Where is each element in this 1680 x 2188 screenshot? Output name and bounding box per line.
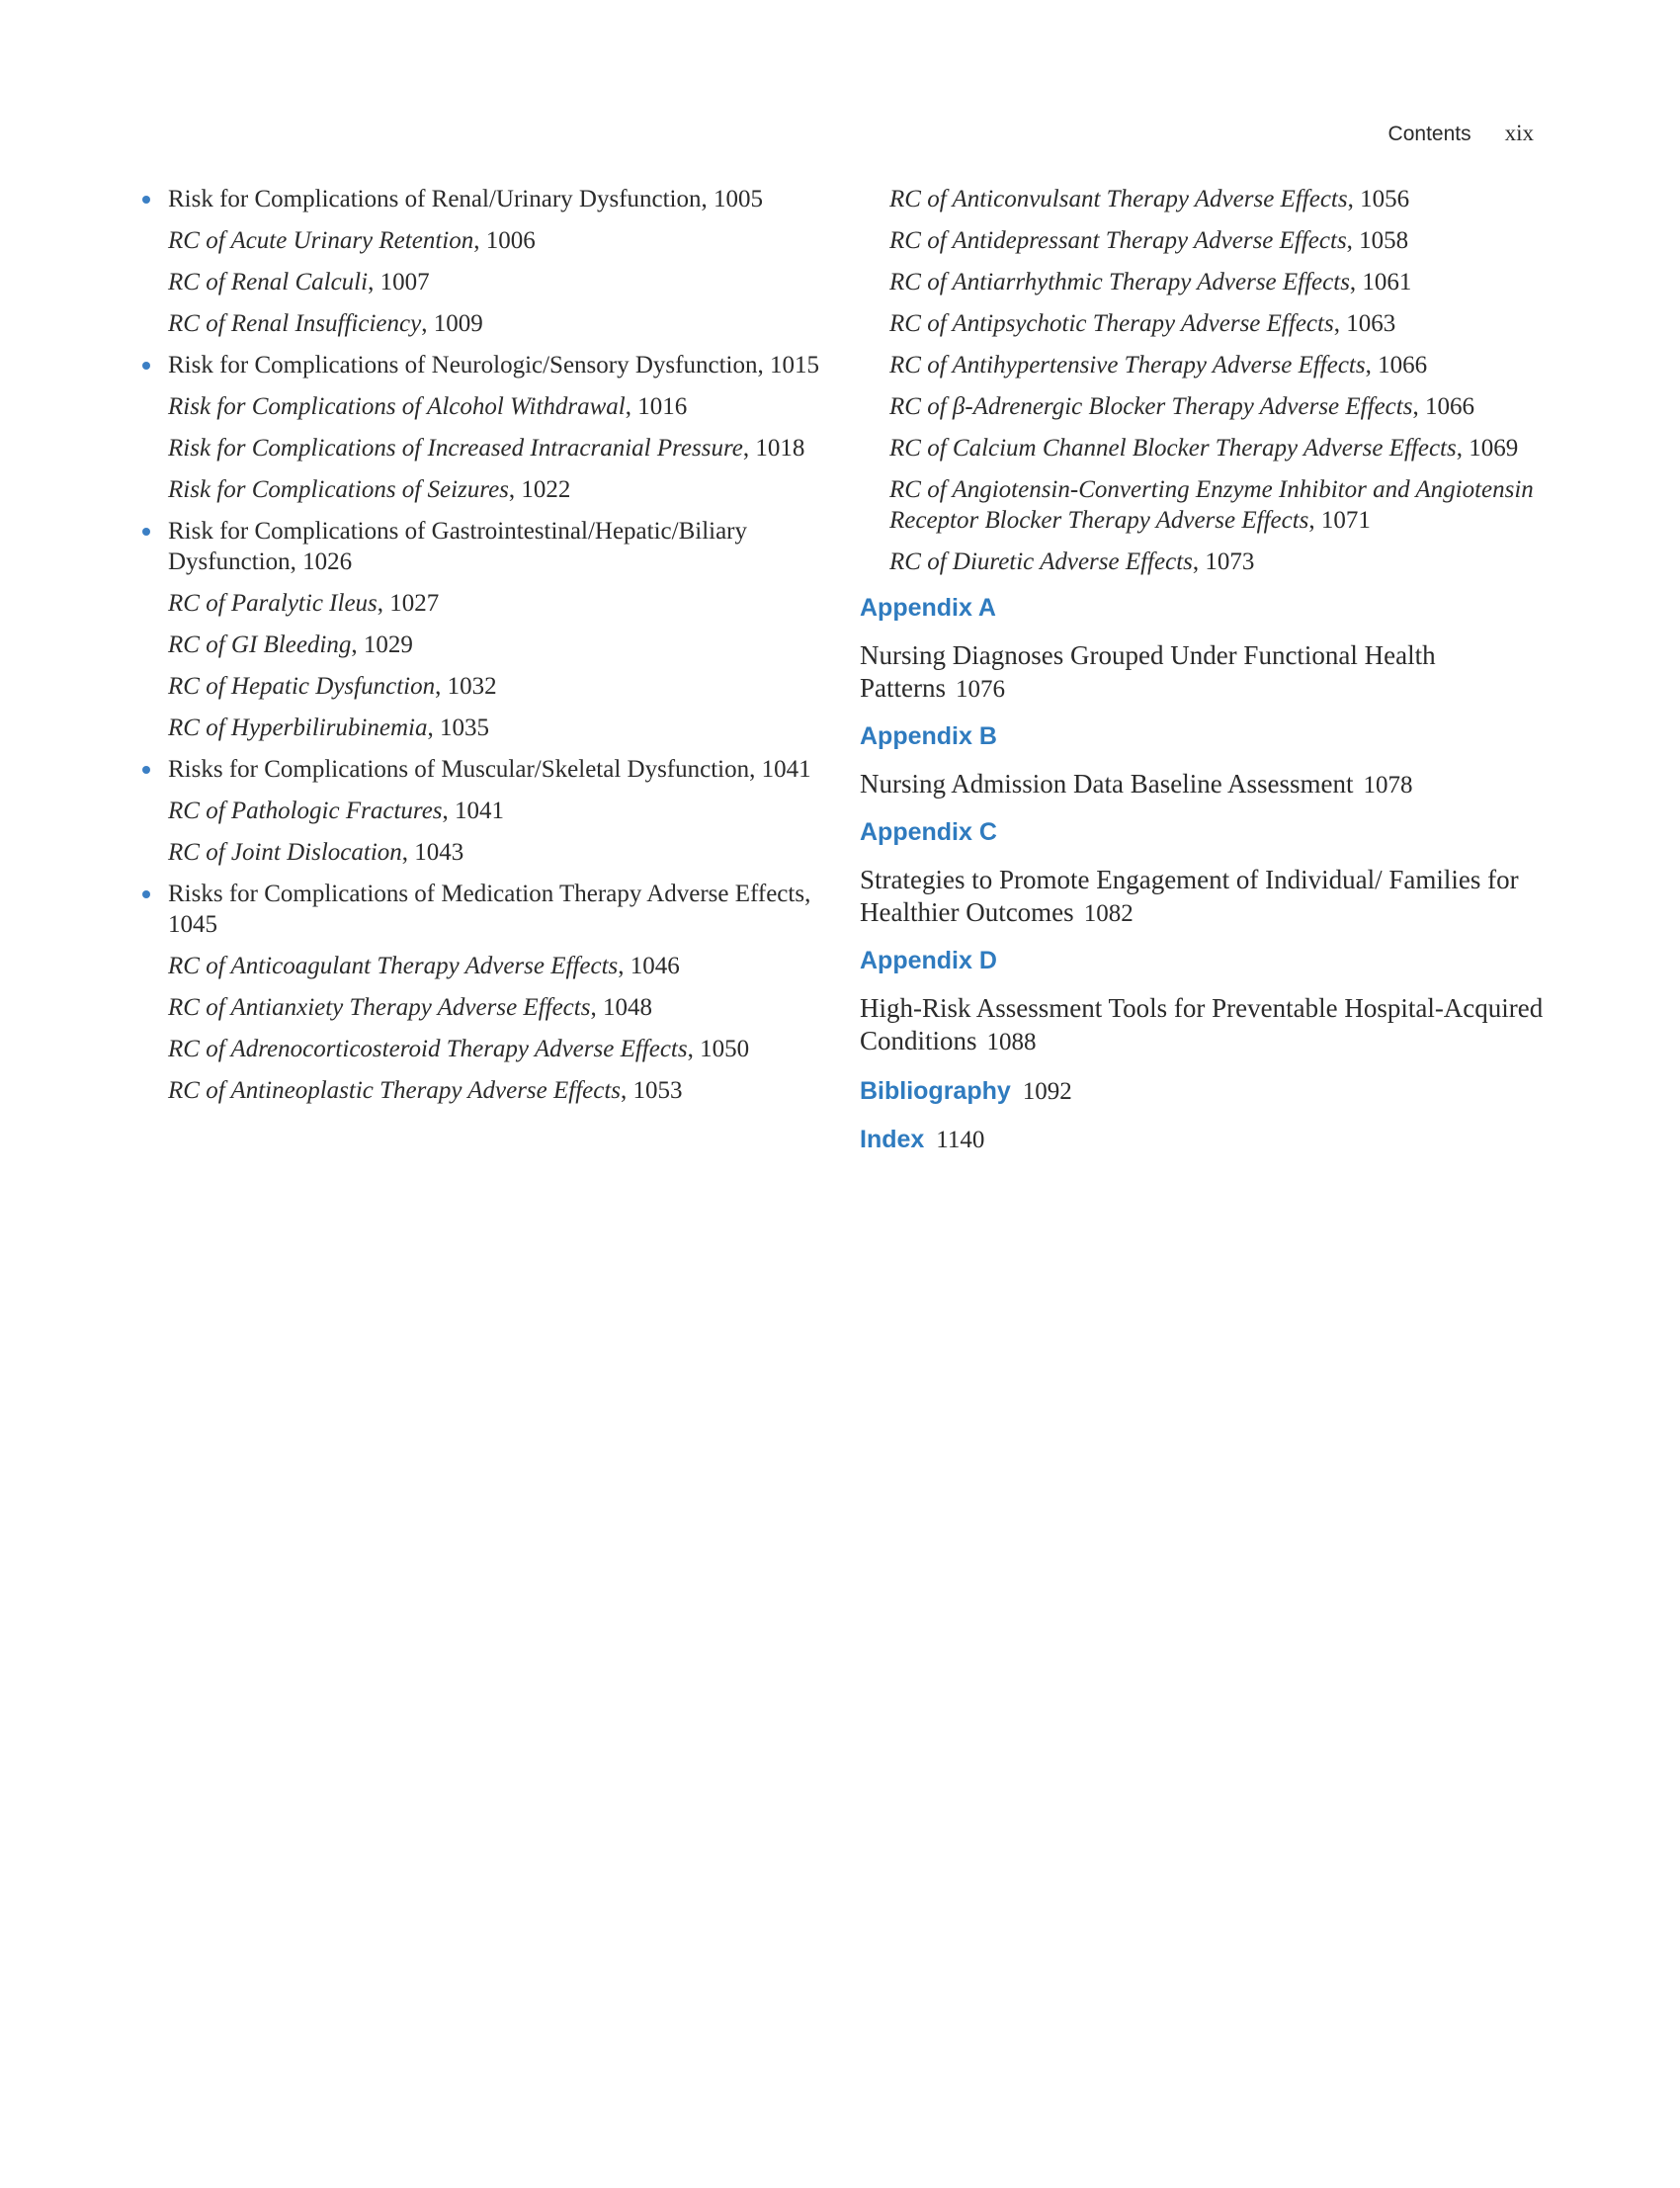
appendix-page: 1082 (1083, 900, 1134, 927)
toc-sub-entry-page: , 1018 (742, 435, 805, 462)
toc-main-entry-text: Risk for Complications of Neurologic/Sensory Dysfunction, 1015 (168, 352, 819, 379)
toc-sub-entry[interactable] (860, 350, 1552, 380)
toc-sub-entry[interactable] (138, 713, 830, 743)
toc-sub-entry[interactable] (138, 1034, 830, 1064)
toc-main-entry[interactable] (138, 879, 830, 940)
index-heading: Index (860, 1126, 925, 1153)
bullet-icon (142, 196, 150, 204)
toc-main-entry-text: Risks for Complications of Medication Therapy Adverse Effects, 1045 (168, 881, 811, 938)
toc-sub-entry-title: RC of Antipsychotic Therapy Adverse Effects (889, 310, 1334, 337)
appendix-list (860, 593, 1552, 1058)
toc-sub-entry-page: , 1048 (590, 994, 652, 1021)
toc-sub-entry-page: , 1071 (1308, 507, 1371, 534)
toc-sub-entry-title: RC of Hyperbilirubinemia (168, 715, 428, 741)
toc-main-entry-text: Risk for Complications of Gastrointestinal/Hepatic/Biliary Dysfunction, 1026 (168, 518, 748, 575)
appendix-heading[interactable]: Appendix C (860, 818, 997, 846)
toc-main-entry[interactable] (138, 350, 830, 380)
toc-sub-entry-page: , 1007 (368, 269, 430, 295)
right-sub-entries (860, 184, 1552, 577)
appendix-heading[interactable]: Appendix B (860, 722, 997, 750)
appendix-entry[interactable] (860, 864, 1552, 930)
bibliography-heading: Bibliography (860, 1077, 1011, 1105)
toc-sub-entry-page: , 1035 (427, 715, 489, 741)
toc-sub-entry[interactable] (138, 796, 830, 826)
toc-sub-entry-title: Risk for Complications of Seizures (168, 476, 509, 503)
toc-sub-entry[interactable] (138, 225, 830, 256)
toc-sub-entry-page: , 1043 (401, 839, 464, 866)
toc-sub-entry[interactable] (138, 267, 830, 297)
toc-sub-entry[interactable] (138, 1075, 830, 1106)
running-head (1388, 121, 1534, 146)
toc-sub-entry[interactable] (860, 391, 1552, 422)
toc-sub-entry-page: , 1050 (687, 1036, 750, 1062)
bullet-icon (142, 766, 150, 774)
toc-sub-entry-page: , 1063 (1333, 310, 1396, 337)
toc-sub-entry-page: , 1006 (473, 227, 536, 254)
index-page: 1140 (936, 1127, 985, 1153)
toc-sub-entry-title: RC of Anticonvulsant Therapy Adverse Effects (889, 186, 1348, 212)
toc-sub-entry-title: RC of Anticoagulant Therapy Adverse Effects (168, 953, 619, 979)
bullet-icon (142, 362, 150, 370)
toc-sub-entry-page: , 1032 (435, 673, 497, 700)
toc-main-entry[interactable] (138, 184, 830, 214)
toc-sub-entry-title: RC of Antihypertensive Therapy Adverse Effects (889, 352, 1366, 379)
toc-sub-entry-page: , 1073 (1192, 548, 1255, 575)
bibliography-entry[interactable] (860, 1076, 1552, 1107)
toc-sub-entry[interactable] (860, 184, 1552, 214)
toc-sub-entry[interactable] (138, 630, 830, 660)
toc-sub-entry-title: RC of Adrenocorticosteroid Therapy Adverse Effects (168, 1036, 688, 1062)
toc-main-entry-text: Risks for Complications of Muscular/Skeletal Dysfunction, 1041 (168, 756, 811, 783)
toc-sub-entry-title: RC of Antidepressant Therapy Adverse Effects (889, 227, 1347, 254)
toc-sub-entry[interactable] (138, 308, 830, 339)
toc-sub-entry-page: , 1069 (1456, 435, 1519, 462)
toc-sub-entry-page: , 1053 (621, 1077, 683, 1104)
appendix-title: Strategies to Promote Engagement of Individual/ Families for Healthier Outcomes (860, 865, 1519, 927)
toc-sub-entry[interactable] (860, 308, 1552, 339)
toc-sub-entry[interactable] (138, 951, 830, 981)
toc-sub-entry-title: RC of Diuretic Adverse Effects (889, 548, 1193, 575)
appendix-title: Nursing Diagnoses Grouped Under Functional Health Patterns (860, 640, 1436, 703)
appendix-page: 1088 (986, 1029, 1037, 1055)
toc-sub-entry[interactable] (860, 433, 1552, 463)
appendix-page: 1076 (956, 676, 1005, 703)
appendix-title: Nursing Admission Data Baseline Assessment (860, 769, 1354, 799)
appendix-entry[interactable] (860, 768, 1552, 801)
toc-sub-entry[interactable] (138, 474, 830, 505)
appendix-heading[interactable]: Appendix A (860, 594, 996, 622)
toc-sub-entry-title: RC of Hepatic Dysfunction (168, 673, 436, 700)
toc-left-column (138, 184, 830, 1117)
appendix-entry[interactable] (860, 639, 1552, 706)
toc-sub-entry-page: , 1061 (1349, 269, 1412, 295)
toc-sub-entry-title: Risk for Complications of Increased Intracranial Pressure (168, 435, 743, 462)
toc-main-entry[interactable] (138, 754, 830, 785)
toc-sub-entry-page: , 1046 (618, 953, 680, 979)
index-entry[interactable] (860, 1125, 1552, 1155)
toc-sub-entry-page: , 1041 (442, 798, 505, 824)
appendix-entry[interactable] (860, 992, 1552, 1058)
toc-sub-entry-page: , 1016 (625, 393, 688, 420)
toc-sub-entry-title: RC of Antiarrhythmic Therapy Adverse Effects (889, 269, 1350, 295)
toc-sub-entry-page: , 1009 (421, 310, 483, 337)
toc-sub-entry-page: , 1066 (1412, 393, 1474, 420)
toc-sub-entry-page: , 1058 (1346, 227, 1409, 254)
toc-sub-entry[interactable] (860, 225, 1552, 256)
page-number: xix (1504, 121, 1534, 145)
appendix-heading[interactable]: Appendix D (860, 947, 997, 974)
running-head-label: Contents (1387, 123, 1471, 145)
toc-sub-entry-title: RC of GI Bleeding (168, 631, 352, 658)
bullet-icon (142, 890, 150, 898)
toc-main-entry-text: Risk for Complications of Renal/Urinary Dysfunction, 1005 (168, 186, 764, 212)
appendix-title: High-Risk Assessment Tools for Preventable Hospital-Acquired Conditions (860, 993, 1544, 1055)
toc-right-column (860, 184, 1552, 1173)
toc-sub-entry-title: RC of Calcium Channel Blocker Therapy Adverse Effects (889, 435, 1457, 462)
toc-sub-entry-title: RC of β-Adrenergic Blocker Therapy Adverse Effects (889, 393, 1413, 420)
toc-sub-entry-page: , 1022 (508, 476, 571, 503)
toc-sub-entry-page: , 1056 (1347, 186, 1410, 212)
toc-sub-entry[interactable] (860, 547, 1552, 577)
toc-main-entry[interactable] (138, 516, 830, 577)
toc-sub-entry[interactable] (138, 837, 830, 868)
toc-sub-entry-title: RC of Renal Calculi (168, 269, 369, 295)
bullet-icon (142, 528, 150, 536)
toc-sub-entry-page: , 1029 (351, 631, 413, 658)
toc-sub-entry-title: RC of Renal Insufficiency (168, 310, 422, 337)
toc-sub-entry[interactable] (860, 474, 1552, 536)
toc-sub-entry-page: , 1027 (377, 590, 440, 617)
toc-sub-entry-title: RC of Antianxiety Therapy Adverse Effects (168, 994, 591, 1021)
toc-sub-entry[interactable] (138, 588, 830, 619)
toc-sub-entry[interactable] (860, 267, 1552, 297)
toc-sub-entry-page: , 1066 (1365, 352, 1428, 379)
toc-sub-entry[interactable] (138, 433, 830, 463)
appendix-page: 1078 (1363, 772, 1413, 799)
toc-sub-entry-title: RC of Paralytic Ileus (168, 590, 378, 617)
toc-sub-entry[interactable] (138, 391, 830, 422)
toc-sub-entry-title: Risk for Complications of Alcohol Withdrawal (168, 393, 626, 420)
toc-sub-entry-title: RC of Pathologic Fractures (168, 798, 443, 824)
toc-sub-entry-title: RC of Angiotensin-Converting Enzyme Inhibitor and Angiotensin Receptor Blocker Therapy Adverse Effects (889, 476, 1534, 534)
toc-sub-entry[interactable] (138, 992, 830, 1023)
toc-sub-entry-title: RC of Acute Urinary Retention (168, 227, 474, 254)
bibliography-page: 1092 (1022, 1078, 1072, 1105)
toc-sub-entry[interactable] (138, 671, 830, 702)
toc-sub-entry-title: RC of Antineoplastic Therapy Adverse Effects (168, 1077, 622, 1104)
toc-sub-entry-title: RC of Joint Dislocation (168, 839, 402, 866)
